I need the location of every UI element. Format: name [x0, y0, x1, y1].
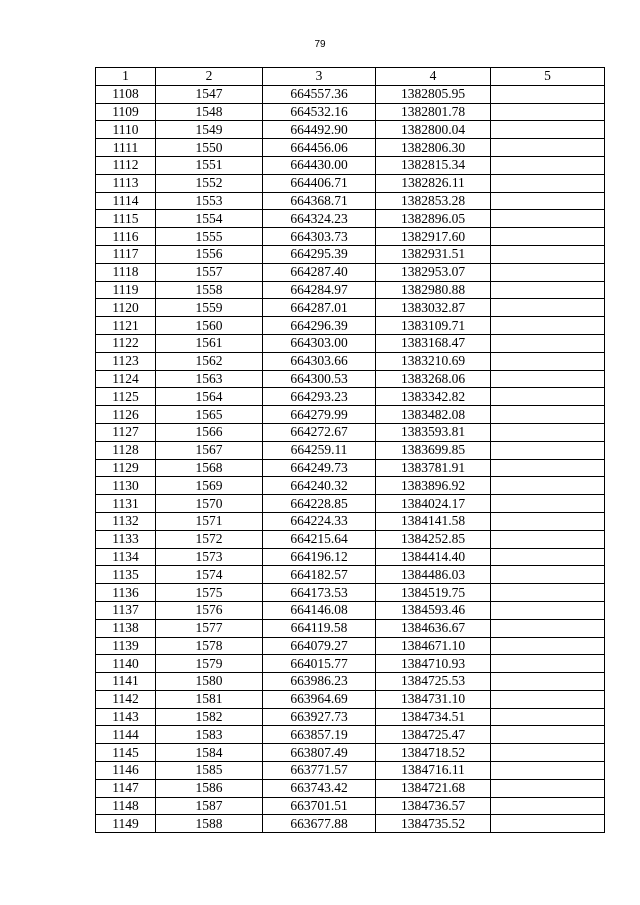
- row-number-cell: 1143: [96, 708, 156, 726]
- column-header: 3: [263, 68, 376, 86]
- point-number-cell: 1575: [156, 584, 263, 602]
- y-coordinate-cell: 1384636.67: [376, 619, 491, 637]
- point-number-cell: 1587: [156, 797, 263, 815]
- note-cell: [491, 566, 605, 584]
- row-number-cell: 1138: [96, 619, 156, 637]
- table-row: [96, 263, 605, 281]
- y-coordinate-cell: 1383342.82: [376, 388, 491, 406]
- table-row: [96, 352, 605, 370]
- x-coordinate-cell: 664173.53: [263, 584, 376, 602]
- x-coordinate-cell: 664196.12: [263, 548, 376, 566]
- x-coordinate-cell: 663857.19: [263, 726, 376, 744]
- row-number-cell: 1146: [96, 762, 156, 780]
- x-coordinate-cell: 664279.99: [263, 406, 376, 424]
- point-number-cell: 1559: [156, 299, 263, 317]
- x-coordinate-cell: 664303.00: [263, 334, 376, 352]
- x-coordinate-cell: 664492.90: [263, 121, 376, 139]
- table-row: [96, 441, 605, 459]
- x-coordinate-cell: 664079.27: [263, 637, 376, 655]
- table-body: [96, 85, 605, 832]
- note-cell: [491, 601, 605, 619]
- note-cell: [491, 655, 605, 673]
- x-coordinate-cell: 664272.67: [263, 423, 376, 441]
- column-header: 4: [376, 68, 491, 86]
- table-row: [96, 690, 605, 708]
- column-header: 1: [96, 68, 156, 86]
- x-coordinate-cell: 663677.88: [263, 815, 376, 833]
- row-number-cell: 1137: [96, 601, 156, 619]
- table-row: [96, 192, 605, 210]
- y-coordinate-cell: 1382806.30: [376, 139, 491, 157]
- x-coordinate-cell: 664215.64: [263, 530, 376, 548]
- y-coordinate-cell: 1383168.47: [376, 334, 491, 352]
- table-row: [96, 566, 605, 584]
- x-coordinate-cell: 664296.39: [263, 317, 376, 335]
- y-coordinate-cell: 1384734.51: [376, 708, 491, 726]
- x-coordinate-cell: 664300.53: [263, 370, 376, 388]
- point-number-cell: 1564: [156, 388, 263, 406]
- y-coordinate-cell: 1382917.60: [376, 228, 491, 246]
- table-row: [96, 601, 605, 619]
- note-cell: [491, 441, 605, 459]
- table-row: [96, 584, 605, 602]
- row-number-cell: 1111: [96, 139, 156, 157]
- note-cell: [491, 423, 605, 441]
- note-cell: [491, 584, 605, 602]
- y-coordinate-cell: 1382815.34: [376, 156, 491, 174]
- note-cell: [491, 673, 605, 691]
- point-number-cell: 1585: [156, 762, 263, 780]
- table-row: [96, 85, 605, 103]
- point-number-cell: 1547: [156, 85, 263, 103]
- x-coordinate-cell: 664406.71: [263, 174, 376, 192]
- table-header-row: [96, 68, 605, 86]
- y-coordinate-cell: 1383032.87: [376, 299, 491, 317]
- table-row: [96, 103, 605, 121]
- y-coordinate-cell: 1384725.47: [376, 726, 491, 744]
- point-number-cell: 1567: [156, 441, 263, 459]
- x-coordinate-cell: 664249.73: [263, 459, 376, 477]
- y-coordinate-cell: 1383109.71: [376, 317, 491, 335]
- y-coordinate-cell: 1383482.08: [376, 406, 491, 424]
- y-coordinate-cell: 1384716.11: [376, 762, 491, 780]
- x-coordinate-cell: 664228.85: [263, 495, 376, 513]
- row-number-cell: 1112: [96, 156, 156, 174]
- note-cell: [491, 174, 605, 192]
- point-number-cell: 1555: [156, 228, 263, 246]
- table-row: [96, 228, 605, 246]
- point-number-cell: 1581: [156, 690, 263, 708]
- y-coordinate-cell: 1384141.58: [376, 512, 491, 530]
- note-cell: [491, 406, 605, 424]
- y-coordinate-cell: 1382931.51: [376, 245, 491, 263]
- table-row: [96, 334, 605, 352]
- note-cell: [491, 228, 605, 246]
- y-coordinate-cell: 1384486.03: [376, 566, 491, 584]
- point-number-cell: 1566: [156, 423, 263, 441]
- row-number-cell: 1108: [96, 85, 156, 103]
- x-coordinate-cell: 664259.11: [263, 441, 376, 459]
- table-row: [96, 121, 605, 139]
- y-coordinate-cell: 1382853.28: [376, 192, 491, 210]
- point-number-cell: 1586: [156, 779, 263, 797]
- table-row: [96, 495, 605, 513]
- note-cell: [491, 103, 605, 121]
- note-cell: [491, 744, 605, 762]
- y-coordinate-cell: 1384736.57: [376, 797, 491, 815]
- row-number-cell: 1109: [96, 103, 156, 121]
- row-number-cell: 1144: [96, 726, 156, 744]
- note-cell: [491, 512, 605, 530]
- point-number-cell: 1580: [156, 673, 263, 691]
- note-cell: [491, 370, 605, 388]
- y-coordinate-cell: 1382896.05: [376, 210, 491, 228]
- row-number-cell: 1113: [96, 174, 156, 192]
- point-number-cell: 1569: [156, 477, 263, 495]
- table-row: [96, 548, 605, 566]
- point-number-cell: 1560: [156, 317, 263, 335]
- y-coordinate-cell: 1384731.10: [376, 690, 491, 708]
- row-number-cell: 1120: [96, 299, 156, 317]
- table-row: [96, 744, 605, 762]
- point-number-cell: 1563: [156, 370, 263, 388]
- table-row: [96, 815, 605, 833]
- note-cell: [491, 139, 605, 157]
- table-row: [96, 406, 605, 424]
- y-coordinate-cell: 1384710.93: [376, 655, 491, 673]
- point-number-cell: 1576: [156, 601, 263, 619]
- note-cell: [491, 762, 605, 780]
- x-coordinate-cell: 663964.69: [263, 690, 376, 708]
- y-coordinate-cell: 1382801.78: [376, 103, 491, 121]
- row-number-cell: 1117: [96, 245, 156, 263]
- coordinates-table: [95, 67, 605, 833]
- x-coordinate-cell: 664182.57: [263, 566, 376, 584]
- table-row: [96, 779, 605, 797]
- table-row: [96, 530, 605, 548]
- row-number-cell: 1115: [96, 210, 156, 228]
- note-cell: [491, 334, 605, 352]
- x-coordinate-cell: 664532.16: [263, 103, 376, 121]
- point-number-cell: 1572: [156, 530, 263, 548]
- table-row: [96, 245, 605, 263]
- row-number-cell: 1149: [96, 815, 156, 833]
- table-row: [96, 459, 605, 477]
- row-number-cell: 1148: [96, 797, 156, 815]
- point-number-cell: 1557: [156, 263, 263, 281]
- table-row: [96, 726, 605, 744]
- point-number-cell: 1573: [156, 548, 263, 566]
- y-coordinate-cell: 1382800.04: [376, 121, 491, 139]
- note-cell: [491, 548, 605, 566]
- table-row: [96, 512, 605, 530]
- point-number-cell: 1553: [156, 192, 263, 210]
- point-number-cell: 1551: [156, 156, 263, 174]
- x-coordinate-cell: 664240.32: [263, 477, 376, 495]
- row-number-cell: 1114: [96, 192, 156, 210]
- table-row: [96, 317, 605, 335]
- y-coordinate-cell: 1382980.88: [376, 281, 491, 299]
- row-number-cell: 1142: [96, 690, 156, 708]
- x-coordinate-cell: 663986.23: [263, 673, 376, 691]
- y-coordinate-cell: 1383781.91: [376, 459, 491, 477]
- point-number-cell: 1584: [156, 744, 263, 762]
- point-number-cell: 1582: [156, 708, 263, 726]
- point-number-cell: 1550: [156, 139, 263, 157]
- note-cell: [491, 797, 605, 815]
- row-number-cell: 1132: [96, 512, 156, 530]
- point-number-cell: 1574: [156, 566, 263, 584]
- x-coordinate-cell: 663807.49: [263, 744, 376, 762]
- y-coordinate-cell: 1384721.68: [376, 779, 491, 797]
- y-coordinate-cell: 1384024.17: [376, 495, 491, 513]
- row-number-cell: 1134: [96, 548, 156, 566]
- row-number-cell: 1119: [96, 281, 156, 299]
- x-coordinate-cell: 664456.06: [263, 139, 376, 157]
- x-coordinate-cell: 664284.97: [263, 281, 376, 299]
- row-number-cell: 1147: [96, 779, 156, 797]
- y-coordinate-cell: 1383699.85: [376, 441, 491, 459]
- y-coordinate-cell: 1383210.69: [376, 352, 491, 370]
- note-cell: [491, 779, 605, 797]
- row-number-cell: 1136: [96, 584, 156, 602]
- x-coordinate-cell: 664293.23: [263, 388, 376, 406]
- y-coordinate-cell: 1384671.10: [376, 637, 491, 655]
- table-row: [96, 210, 605, 228]
- x-coordinate-cell: 664287.40: [263, 263, 376, 281]
- note-cell: [491, 317, 605, 335]
- y-coordinate-cell: 1383593.81: [376, 423, 491, 441]
- note-cell: [491, 388, 605, 406]
- row-number-cell: 1127: [96, 423, 156, 441]
- table-row: [96, 423, 605, 441]
- x-coordinate-cell: 664324.23: [263, 210, 376, 228]
- x-coordinate-cell: 664119.58: [263, 619, 376, 637]
- table-row: [96, 673, 605, 691]
- x-coordinate-cell: 664295.39: [263, 245, 376, 263]
- row-number-cell: 1123: [96, 352, 156, 370]
- x-coordinate-cell: 664430.00: [263, 156, 376, 174]
- table-row: [96, 370, 605, 388]
- y-coordinate-cell: 1384519.75: [376, 584, 491, 602]
- y-coordinate-cell: 1384252.85: [376, 530, 491, 548]
- note-cell: [491, 85, 605, 103]
- point-number-cell: 1588: [156, 815, 263, 833]
- row-number-cell: 1129: [96, 459, 156, 477]
- table-row: [96, 797, 605, 815]
- x-coordinate-cell: 664303.66: [263, 352, 376, 370]
- row-number-cell: 1125: [96, 388, 156, 406]
- table-row: [96, 619, 605, 637]
- row-number-cell: 1131: [96, 495, 156, 513]
- row-number-cell: 1141: [96, 673, 156, 691]
- row-number-cell: 1122: [96, 334, 156, 352]
- y-coordinate-cell: 1382805.95: [376, 85, 491, 103]
- y-coordinate-cell: 1384593.46: [376, 601, 491, 619]
- table-row: [96, 299, 605, 317]
- y-coordinate-cell: 1383896.92: [376, 477, 491, 495]
- y-coordinate-cell: 1384718.52: [376, 744, 491, 762]
- x-coordinate-cell: 664368.71: [263, 192, 376, 210]
- y-coordinate-cell: 1382953.07: [376, 263, 491, 281]
- point-number-cell: 1570: [156, 495, 263, 513]
- x-coordinate-cell: 663927.73: [263, 708, 376, 726]
- point-number-cell: 1549: [156, 121, 263, 139]
- table-row: [96, 477, 605, 495]
- note-cell: [491, 530, 605, 548]
- note-cell: [491, 477, 605, 495]
- note-cell: [491, 708, 605, 726]
- note-cell: [491, 690, 605, 708]
- x-coordinate-cell: 664015.77: [263, 655, 376, 673]
- note-cell: [491, 192, 605, 210]
- row-number-cell: 1110: [96, 121, 156, 139]
- row-number-cell: 1139: [96, 637, 156, 655]
- point-number-cell: 1558: [156, 281, 263, 299]
- note-cell: [491, 726, 605, 744]
- x-coordinate-cell: 664224.33: [263, 512, 376, 530]
- note-cell: [491, 210, 605, 228]
- row-number-cell: 1140: [96, 655, 156, 673]
- row-number-cell: 1121: [96, 317, 156, 335]
- point-number-cell: 1565: [156, 406, 263, 424]
- table-row: [96, 655, 605, 673]
- point-number-cell: 1548: [156, 103, 263, 121]
- note-cell: [491, 637, 605, 655]
- row-number-cell: 1133: [96, 530, 156, 548]
- y-coordinate-cell: 1384414.40: [376, 548, 491, 566]
- column-header: 2: [156, 68, 263, 86]
- row-number-cell: 1130: [96, 477, 156, 495]
- x-coordinate-cell: 663771.57: [263, 762, 376, 780]
- point-number-cell: 1583: [156, 726, 263, 744]
- point-number-cell: 1552: [156, 174, 263, 192]
- table-row: [96, 762, 605, 780]
- note-cell: [491, 245, 605, 263]
- note-cell: [491, 121, 605, 139]
- page-number: 79: [314, 39, 326, 50]
- note-cell: [491, 263, 605, 281]
- row-number-cell: 1116: [96, 228, 156, 246]
- note-cell: [491, 299, 605, 317]
- note-cell: [491, 352, 605, 370]
- point-number-cell: 1562: [156, 352, 263, 370]
- point-number-cell: 1556: [156, 245, 263, 263]
- table-row: [96, 708, 605, 726]
- y-coordinate-cell: 1382826.11: [376, 174, 491, 192]
- table-row: [96, 139, 605, 157]
- point-number-cell: 1561: [156, 334, 263, 352]
- row-number-cell: 1124: [96, 370, 156, 388]
- row-number-cell: 1145: [96, 744, 156, 762]
- point-number-cell: 1577: [156, 619, 263, 637]
- table-row: [96, 637, 605, 655]
- note-cell: [491, 281, 605, 299]
- row-number-cell: 1126: [96, 406, 156, 424]
- table-row: [96, 388, 605, 406]
- note-cell: [491, 459, 605, 477]
- x-coordinate-cell: 664146.08: [263, 601, 376, 619]
- x-coordinate-cell: 664557.36: [263, 85, 376, 103]
- row-number-cell: 1118: [96, 263, 156, 281]
- row-number-cell: 1128: [96, 441, 156, 459]
- y-coordinate-cell: 1384735.52: [376, 815, 491, 833]
- x-coordinate-cell: 664287.01: [263, 299, 376, 317]
- x-coordinate-cell: 663701.51: [263, 797, 376, 815]
- column-header: 5: [491, 68, 605, 86]
- point-number-cell: 1554: [156, 210, 263, 228]
- x-coordinate-cell: 664303.73: [263, 228, 376, 246]
- table-row: [96, 174, 605, 192]
- note-cell: [491, 156, 605, 174]
- point-number-cell: 1578: [156, 637, 263, 655]
- y-coordinate-cell: 1383268.06: [376, 370, 491, 388]
- table-row: [96, 281, 605, 299]
- x-coordinate-cell: 663743.42: [263, 779, 376, 797]
- point-number-cell: 1571: [156, 512, 263, 530]
- note-cell: [491, 619, 605, 637]
- note-cell: [491, 495, 605, 513]
- row-number-cell: 1135: [96, 566, 156, 584]
- table-row: [96, 156, 605, 174]
- point-number-cell: 1568: [156, 459, 263, 477]
- point-number-cell: 1579: [156, 655, 263, 673]
- note-cell: [491, 815, 605, 833]
- y-coordinate-cell: 1384725.53: [376, 673, 491, 691]
